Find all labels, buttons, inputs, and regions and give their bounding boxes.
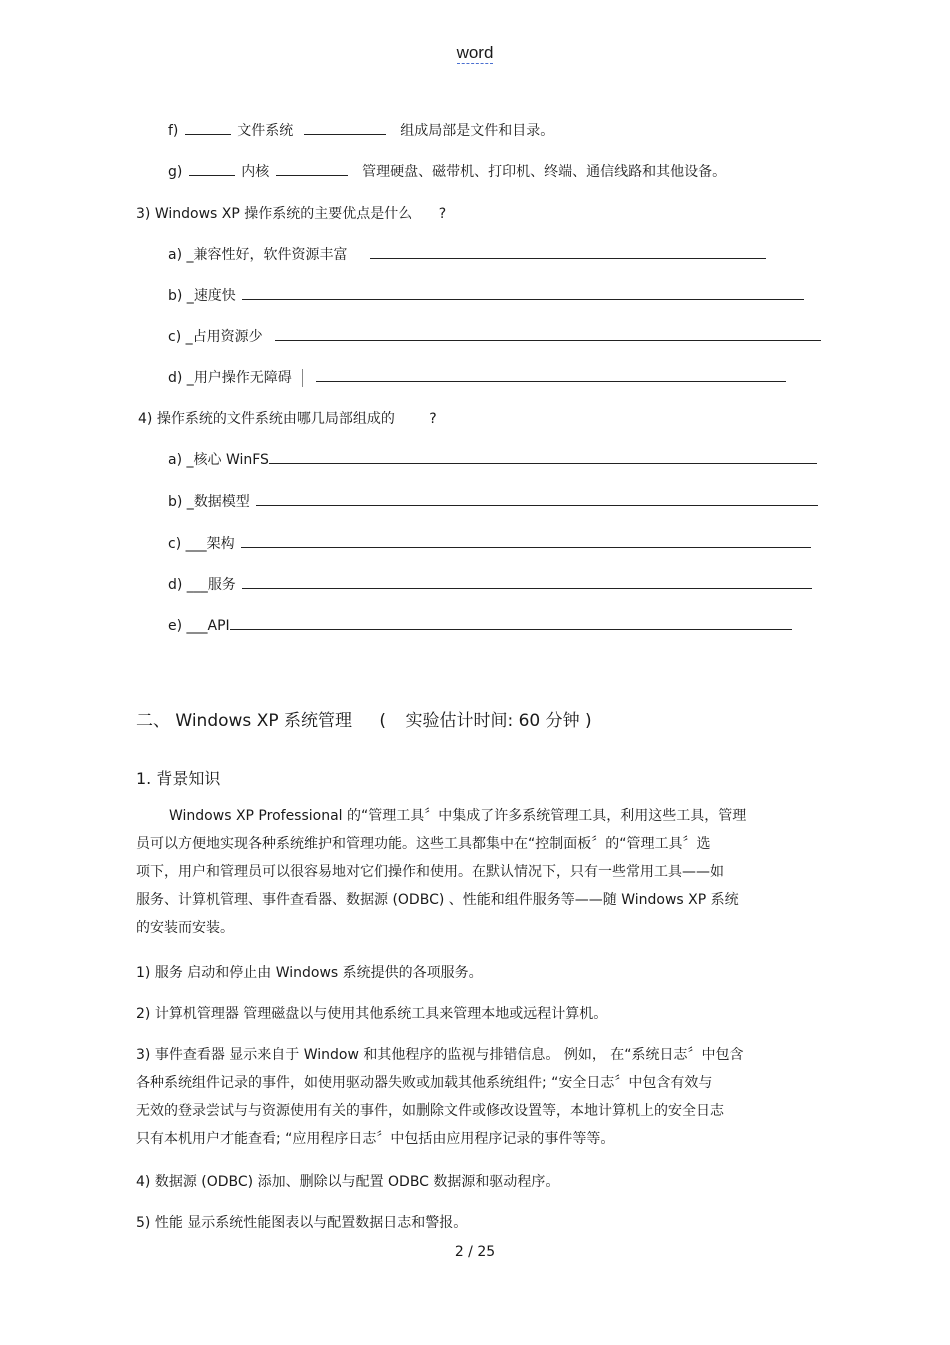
question-g-suffix: 管理硬盘、磁带机、打印机、终端、通信线路和其他设备。 (362, 164, 727, 180)
question-f-suffix: 组成局部是文件和目录。 (400, 123, 555, 139)
subsection-1-heading: 1. 背景知识 (136, 769, 221, 788)
fill-blank[interactable] (316, 369, 786, 382)
question-f-mid: 文件系统 (237, 123, 294, 139)
paragraph-line: 4) 数据源 (ODBC) 添加、删除以与配置 ODBC 数据源和驱动程序。 (136, 1174, 560, 1190)
answer-label: d) ___ (168, 577, 208, 593)
tool-item-1 (136, 959, 483, 987)
answer-label: d) _ (168, 370, 194, 386)
paragraph-line: 的安装而安装。 (136, 920, 234, 936)
fill-blank[interactable] (269, 451, 817, 464)
question-f (168, 122, 554, 140)
q4-answer-d (168, 576, 814, 594)
answer-text: API (207, 618, 230, 634)
paragraph-line: 1) 服务 启动和停止由 Windows 系统提供的各项服务。 (136, 965, 483, 981)
fill-blank[interactable] (370, 246, 766, 259)
paragraph-line: 无效的登录尝试与与资源使用有关的事件，如删除文件或修改设置等，本地计算机上的安全日志 (136, 1103, 724, 1119)
section-2-time: 实验估计时间: 60 分钟 ) (405, 711, 592, 731)
header-title: word (456, 43, 494, 62)
answer-text: 架构 (206, 536, 235, 552)
answer-label: c) ___ (168, 536, 207, 552)
tool-item-4 (136, 1168, 559, 1196)
q4-answer-b (168, 493, 820, 511)
paragraph-line: 项下，用户和管理员可以很容易地对它们操作和使用。在默认情况下，只有一些常用工具——如 (136, 864, 724, 880)
fill-blank[interactable] (304, 122, 386, 135)
q3-answer-a (168, 246, 768, 264)
q4-answer-c (168, 535, 813, 553)
q3-answer-d (168, 369, 788, 387)
answer-label: c) _ (168, 329, 193, 345)
answer-label: e) ___ (168, 618, 208, 634)
fill-blank[interactable] (256, 493, 818, 506)
question-f-prefix: f) (168, 123, 179, 139)
question-mark: ? (429, 411, 437, 427)
fill-blank[interactable] (185, 122, 231, 135)
tool-item-5 (136, 1209, 467, 1237)
question-g (168, 163, 726, 181)
answer-text: 核心 WinFS (193, 452, 269, 468)
q3-answer-c (168, 328, 823, 346)
question-3-title: 3) Windows XP 操作系统的主要优点是什么 (136, 206, 413, 222)
fill-blank[interactable] (242, 576, 812, 589)
tool-item-2 (136, 1000, 607, 1028)
answer-text: 速度快 (193, 288, 236, 304)
question-4 (138, 410, 437, 428)
section-2-title: 二、 Windows XP 系统管理 (136, 711, 352, 731)
question-3 (136, 205, 446, 223)
background-paragraph (136, 802, 746, 942)
answer-text: 兼容性好，软件资源丰富 (193, 247, 348, 263)
question-g-mid: 内核 (241, 164, 270, 180)
answer-text: 服务 (207, 577, 236, 593)
fill-blank[interactable] (189, 163, 235, 176)
q4-answer-a (168, 451, 819, 469)
page-header (0, 43, 950, 63)
answer-label: b) _ (168, 288, 194, 304)
fill-blank[interactable] (241, 535, 811, 548)
paragraph-line: 各种系统组件记录的事件，如使用驱动器失败或加载其他系统组件; “安全日志〞中包含有效与 (136, 1075, 713, 1091)
text-cursor (302, 369, 303, 387)
question-mark: ? (438, 206, 447, 222)
fill-blank[interactable] (230, 617, 792, 630)
q4-answer-e (168, 617, 794, 635)
tool-item-3 (136, 1041, 744, 1153)
paragraph-line: 服务、计算机管理、事件查看器、数据源 (ODBC) 、性能和组件服务等——随 Windows XP 系统 (136, 892, 739, 908)
fill-blank[interactable] (275, 328, 821, 341)
fill-blank[interactable] (276, 163, 348, 176)
section-2-paren: ( (379, 711, 387, 731)
paragraph-line: Windows XP Professional 的“管理工具〞中集成了许多系统管理工具，利用这些工具，管理 (169, 808, 747, 824)
section-2-heading (136, 706, 592, 731)
page-number: 2 / 25 (454, 1244, 496, 1260)
question-g-prefix: g) (168, 164, 183, 180)
question-4-title: 4) 操作系统的文件系统由哪几局部组成的 (138, 411, 395, 427)
paragraph-line: 只有本机用户才能查看; “应用程序日志〞中包括由应用程序记录的事件等等。 (136, 1131, 615, 1147)
answer-text: 用户操作无障碍 (193, 370, 292, 386)
paragraph-line: 2) 计算机管理器 管理磁盘以与使用其他系统工具来管理本地或远程计算机。 (136, 1006, 608, 1022)
paragraph-line: 5) 性能 显示系统性能图表以与配置数据日志和警报。 (136, 1215, 468, 1231)
answer-text: 占用资源少 (192, 329, 263, 345)
q3-answer-b (168, 287, 806, 305)
answer-label: b) _ (168, 494, 194, 510)
paragraph-line: 员可以方便地实现各种系统维护和管理功能。这些工具都集中在“控制面板〞的“管理工具〞选 (136, 836, 711, 852)
answer-text: 数据模型 (193, 494, 250, 510)
answer-label: a) _ (168, 247, 194, 263)
fill-blank[interactable] (242, 287, 804, 300)
paragraph-line: 3) 事件查看器 显示来自于 Window 和其他程序的监视与排错信息。 例如， 在“系统日志〞中包含 (136, 1047, 744, 1063)
answer-label: a) _ (168, 452, 194, 468)
